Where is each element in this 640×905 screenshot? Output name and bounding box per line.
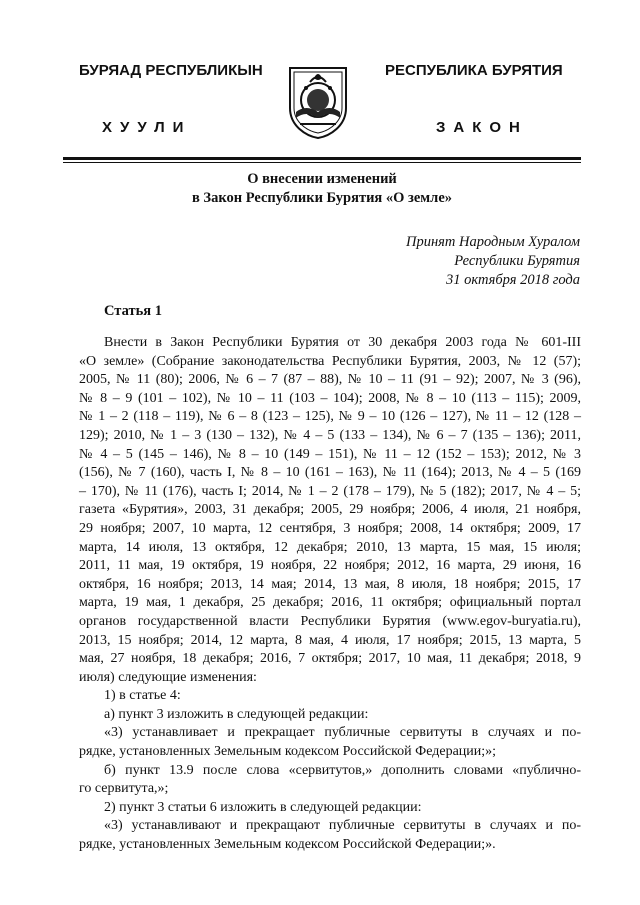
header-khuuli: ХУУЛИ: [102, 119, 192, 136]
body-line: рядке, установленных Земельным кодексом Российской Федерации;».: [79, 837, 496, 853]
body-line: – 170), № 11 (176), часть I; 2014, № 1 – 2 (178 – 179), № 5 (182); 2017, № 4 – 5;: [79, 483, 581, 499]
body-line: «3) устанавливают и прекращают публичные сервитуты в случаях и по-: [104, 818, 581, 834]
body-line: а) пункт 3 изложить в следующей редакции:: [104, 706, 369, 722]
body-line: июля) следующие изменения:: [79, 669, 257, 685]
body-line: го сервитута,»;: [79, 781, 169, 797]
body-line: октября, 16 ноября; 2013, 14 мая; 2014, 13 мая, 8 июля, 18 ноября; 2015, 17: [79, 576, 581, 592]
adoption-note: [406, 233, 580, 290]
article-body: [79, 334, 581, 855]
body-line: газета «Бурятия», 2003, 31 декабря; 2005, 29 ноября; 2006, 4 июля, 21 ноября,: [79, 502, 581, 518]
body-line: № 1 – 2 (118 – 119), № 6 – 8 (123 – 125), № 9 – 10 (126 – 127), № 11 – 12 (128 –: [79, 409, 581, 425]
adoption-note-line: Принят Народным Хуралом: [405, 234, 580, 250]
header-divider-thin: [63, 162, 581, 163]
body-line: мая, 27 ноября, 18 декабря; 2016, 7 октября; 2017, 10 мая, 11 декабря; 2018, 9: [79, 651, 581, 667]
adoption-note-date: 31 октября 2018 года: [446, 272, 580, 288]
header-republic-buryatia: РЕСПУБЛИКА БУРЯТИЯ: [385, 62, 563, 79]
body-line: «3) устанавливает и прекращает публичные сервитуты в случаях и по-: [104, 725, 581, 741]
body-line: 2011, 11 мая, 19 октября, 19 ноября, 22 ноября; 2012, 16 марта, 29 июня, 16: [79, 558, 581, 574]
body-line: 29 ноября; 2007, 10 марта, 12 сентября, 3 ноября; 2008, 14 октября; 2009, 17: [79, 520, 581, 536]
article-heading: Статья 1: [104, 303, 162, 319]
body-line: органов государственной власти Республики Бурятия (www.egov-buryatia.ru),: [79, 613, 581, 629]
body-line: № 8 – 9 (101 – 102), № 10 – 11 (103 – 104); 2008, № 8 – 10 (113 – 115); 2009,: [79, 390, 581, 406]
body-line: № 4 – 5 (145 – 146), № 8 – 10 (149 – 151), № 11 – 12 (152 – 153); 2012, № 3: [79, 446, 581, 462]
body-line: марта, 19 мая, 1 декабря, 25 декабря; 2016, 11 октября; официальный портал: [79, 595, 581, 611]
body-line: 1) в статье 4:: [104, 688, 181, 704]
body-line: (156), № 7 (160), часть I, № 8 – 10 (161 – 163), № 11 (164); 2013, № 4 – 5 (169: [79, 465, 581, 481]
body-line: рядке, установленных Земельным кодексом Российской Федерации;»;: [79, 744, 497, 760]
body-line: 2013, 15 ноября; 2014, 12 марта, 8 мая, 4 июля, 17 ноября; 2015, 13 марта, 5: [79, 632, 581, 648]
coat-of-arms-icon: [286, 64, 350, 140]
body-line: 2005, № 11 (80); 2006, № 6 – 7 (87 – 88), № 10 – 11 (91 – 92); 2007, № 3 (96),: [79, 372, 581, 388]
body-line: марта, 14 июля, 13 октября, 12 декабря; 2010, 13 марта, 15 мая, 15 июля;: [79, 539, 581, 555]
body-line: Внести в Закон Республики Бурятия от 30 декабря 2003 года № 601-III: [104, 335, 581, 350]
body-line: 2) пункт 3 статьи 6 изложить в следующей редакции:: [104, 799, 422, 815]
body-line: 129); 2010, № 1 – 3 (130 – 132), № 4 – 5 (133 – 134), № 6 – 7 (135 – 136); 2011,: [79, 427, 581, 443]
adoption-note-line: Республики Бурятия: [454, 253, 580, 269]
law-title: [63, 170, 581, 208]
body-line: «О земле» (Собрание законодательства Республики Бурятия, 2003, № 12 (57);: [79, 353, 581, 369]
law-title-line: в Закон Республики Бурятия «О земле»: [191, 190, 453, 206]
body-line: б) пункт 13.9 после слова «сервитутов,» дополнить словами «публично-: [104, 762, 581, 778]
header-divider-thick: [63, 157, 581, 160]
header-buryat-republic: БУРЯАД РЕСПУБЛИКЫН: [79, 62, 263, 79]
law-title-line: О внесении изменений: [247, 171, 397, 187]
header-zakon: ЗАКОН: [436, 119, 528, 136]
